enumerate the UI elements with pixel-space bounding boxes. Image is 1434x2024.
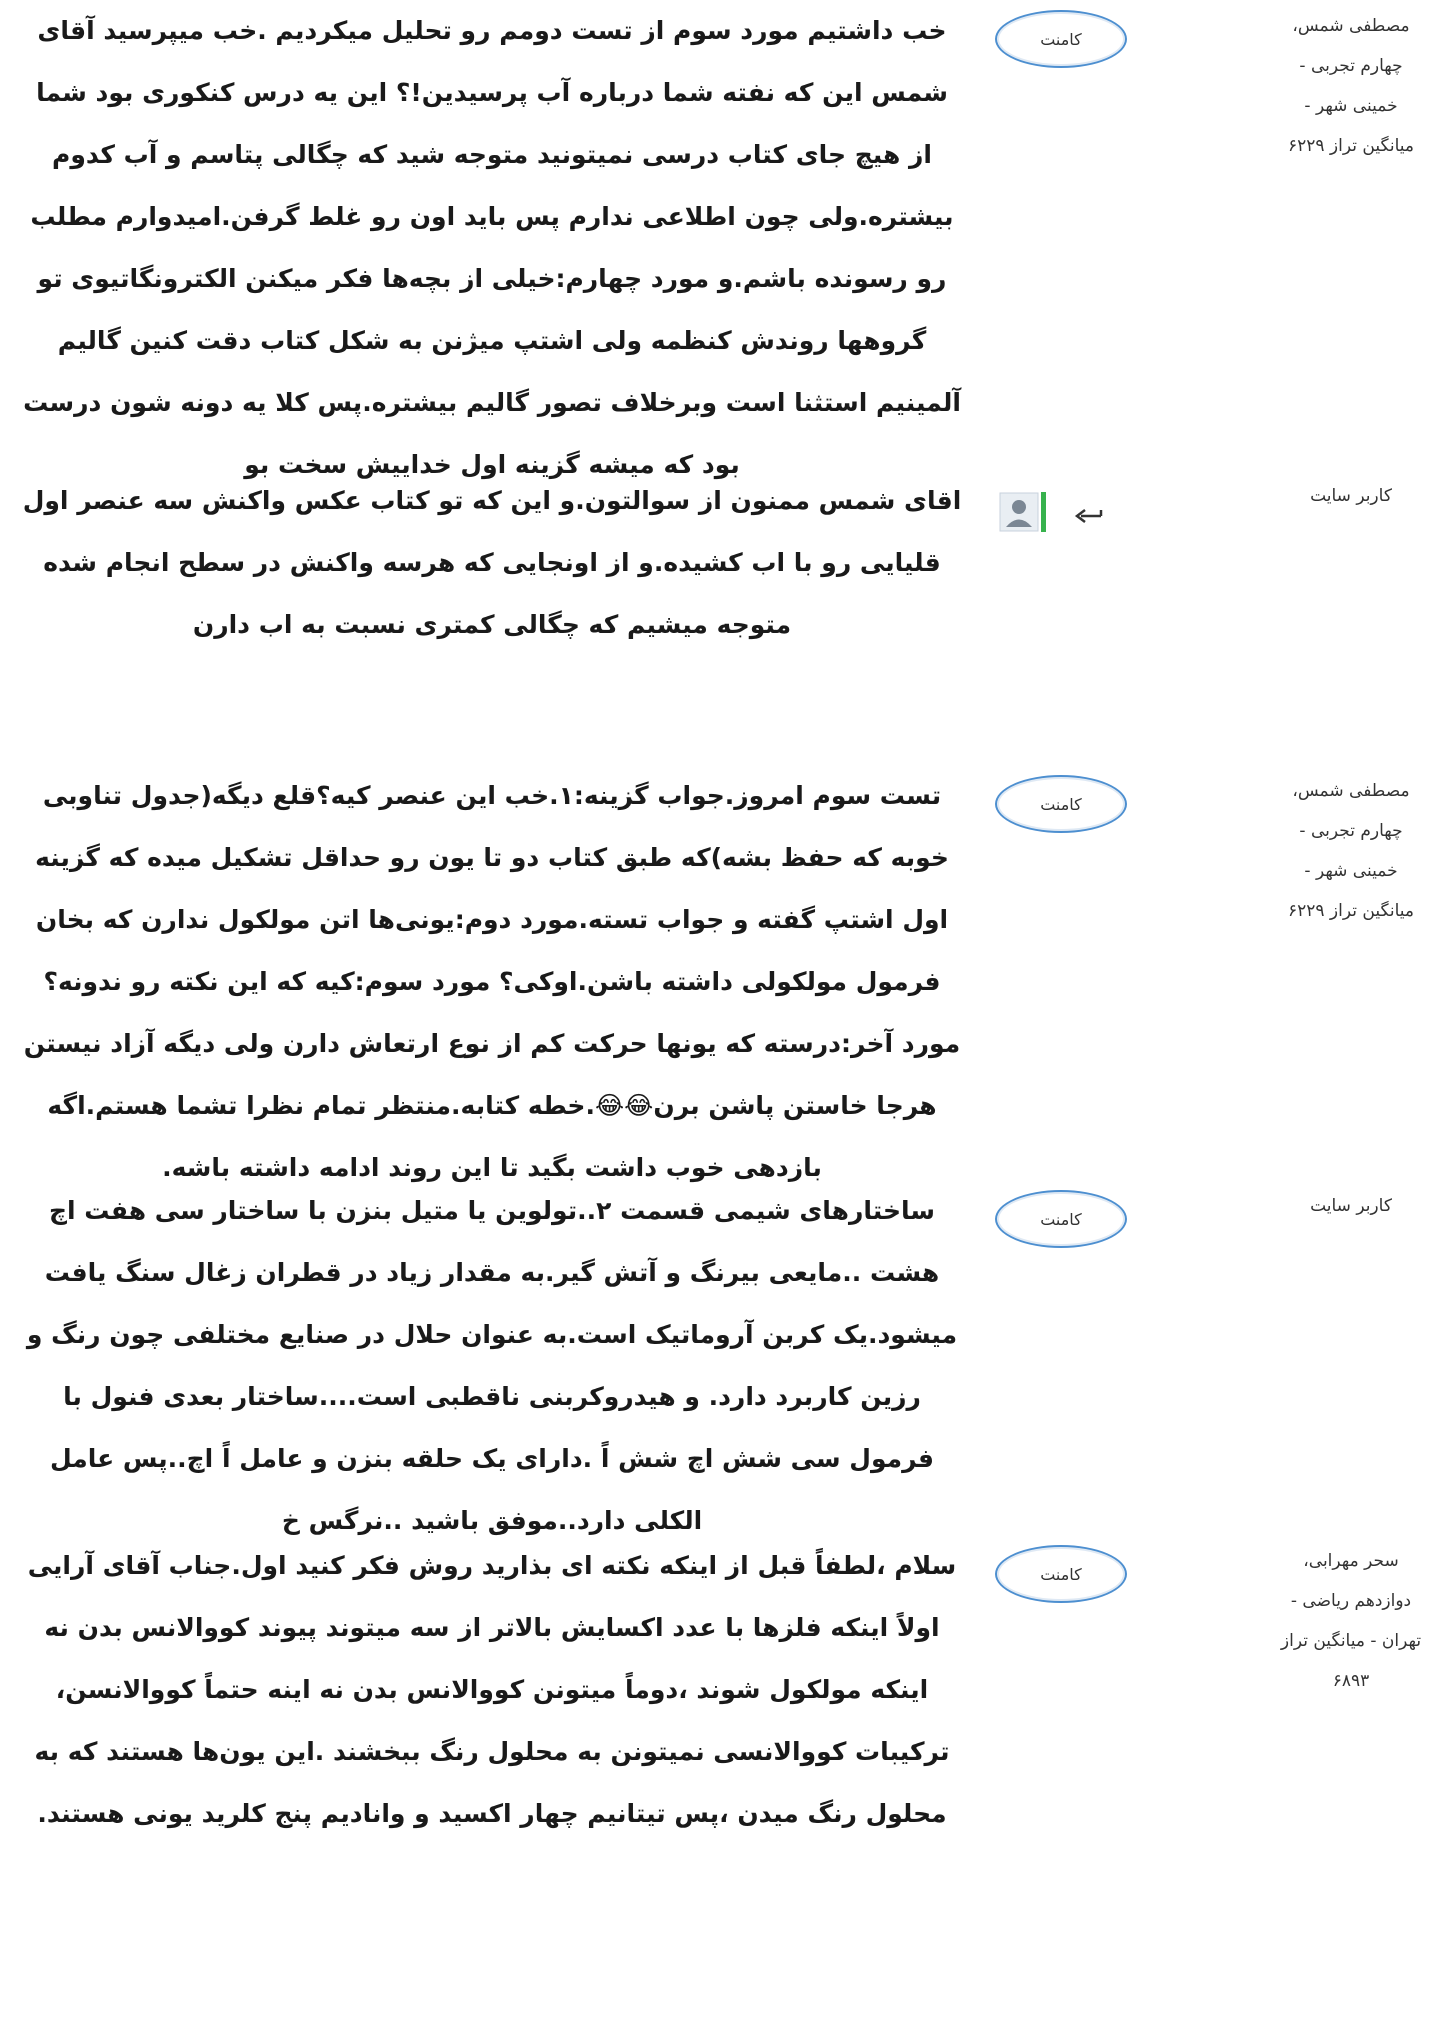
comment-author: مصطفی شمس، چهارم تجربی - خمینی شهر - میانگین تراز ۶۲۲۹ <box>1288 16 1414 156</box>
reply-author: کاربر سایت <box>1310 486 1392 506</box>
comment-author: کاربر سایت <box>1310 1196 1392 1216</box>
reply-indicator <box>995 488 1105 548</box>
comment-button[interactable]: کامنت <box>995 1545 1127 1603</box>
reply-arrow-icon <box>1073 506 1103 528</box>
comment-button[interactable]: کامنت <box>995 1190 1127 1248</box>
comment-author: سحر مهرابی، دوازدهم ریاضی - تهران - میانگین تراز ۶۸۹۳ <box>1280 1551 1422 1691</box>
user-avatar-icon <box>999 492 1039 532</box>
comment-text: ساختارهای شیمی قسمت ۲..تولوین یا متیل بنزن با ساختار سی هفت اچ هشت ..مایعی بیرنگ و آتش گیر.به مقدار زیاد در قطران زغال سنگ یافت میشود.یک کربن آروماتیک است.به عنوان حلال در صنایع مختلفی چون رنگ و رزین کاربرد دارد. و هیدروکربنی ناقطبی است....ساختار بعدی فنول با فرمول سی شش اچ شش اً .دارای یک حلقه بنزن و عامل اً اچ..پس عامل الکلی دارد..موفق باشید ..نرگس خ <box>26 1196 958 1535</box>
comment-text: تست سوم امروز.جواب گزینه:۱.خب این عنصر کیه؟قلع دیگه(جدول تناوبی خوبه که حفظ بشه)که طبق کتاب دو تا یون رو حداقل تشکیل میده که گزینه اول اشتپ گفته و جواب تسته.مورد دوم:یونی‌ها اتن مولکول ندارن که بخان فرمول مولکولی داشته باشن.اوکی؟ مورد سوم:کیه که این نکته رو ندونه؟ مورد آخر:درسته که یونها حرکت کم از نوع ارتعاش دارن ولی دیگه آزاد نیستن هرجا خاستن پاشن برن😂😂.خطه کتابه.منتظر تمام نظرا تشما هستم.اگه بازدهی خوب داشت بگید تا این روند ادامه داشته باشه. <box>23 781 961 1182</box>
comment-text: سلام ،لطفاً قبل از اینکه نکته ای بذارید روش فکر کنید اول.جناب آقای آرایی اولاً اینکه فلزها با عدد اکسایش بالاتر از سه میتوند پیوند کووالانس بدن نه اینکه مولکول شوند ،دوماً میتونن کووالانس بدن نه اینه حتماً کووالانسن، ترکیبات کووالانسی نمیتونن به محلول رنگ ببخشند .این یون‌ها هستند که به محلول رنگ میدن ،پس تیتانیم چهار اکسید و وانادیم پنج کلرید یونی هستند. <box>27 1551 957 1828</box>
reply-text: اقای شمس ممنون از سوالتون.و این که تو کتاب عکس واکنش سه عنصر اول قلیایی رو با اب کشیده.و از اونجایی که هرسه واکنش در سطح انجام شده متوجه میشیم که چگالی کمتری نسبت به اب دارن <box>22 486 962 639</box>
reply-marker <box>1041 492 1046 532</box>
comment-author: مصطفی شمس، چهارم تجربی - خمینی شهر - میانگین تراز ۶۲۲۹ <box>1288 781 1414 921</box>
comment-text: خب داشتیم مورد سوم از تست دومم رو تحلیل میکردیم .خب میپرسید آقای شمس این که نفته شما درباره آب پرسیدین!؟ این یه درس کنکوری بود شما از هیچ جای کتاب درسی نمیتونید متوجه شید که چگالی پتاسم و آب کدوم بیشتره.ولی چون اطلاعی ندارم پس باید اون رو غلط گرفن.امیدوارم مطلب رو رسونده باشم.و مورد چهارم:خیلی از بچه‌ها فکر میکنن الکترونگاتیوی تو گروهها روندش کنظمه ولی اشتپ میژنن به شکل کتاب دقت کنین گالیم آلمینیم استثنا است وبرخلاف تصور گالیم بیشتره.پس کلا یه دونه شون درست بود که میشه گزینه اول خداییش سخت بو <box>23 16 961 479</box>
comment-button[interactable]: کامنت <box>995 775 1127 833</box>
comment-button[interactable]: کامنت <box>995 10 1127 68</box>
